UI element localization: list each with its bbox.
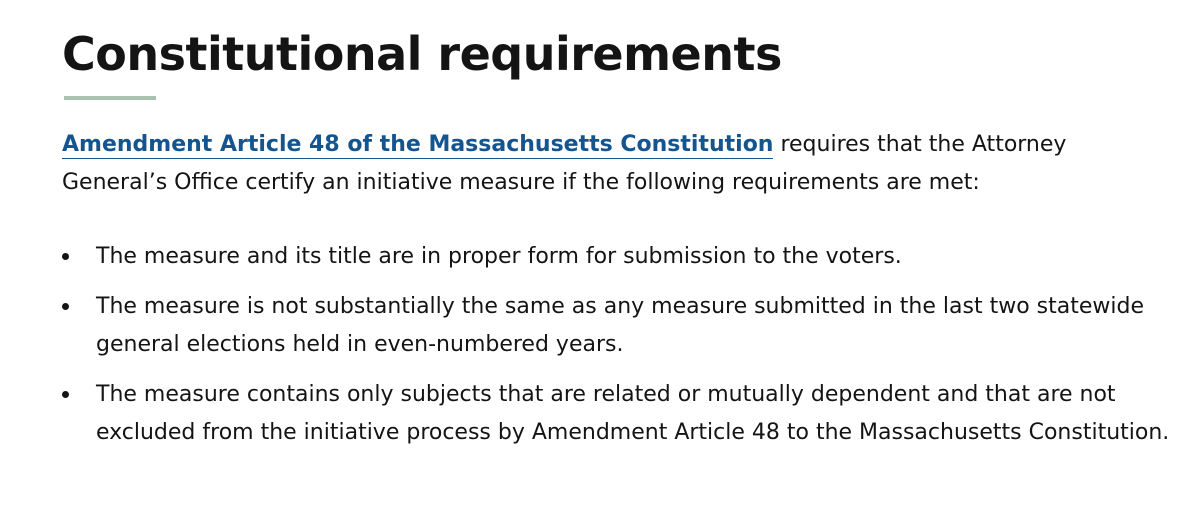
list-item xyxy=(62,288,1172,364)
bullet-icon xyxy=(62,391,69,398)
list-item xyxy=(62,238,1172,276)
requirements-list xyxy=(62,238,1172,464)
list-item-text: The measure and its title are in proper form for submission to the voters. xyxy=(96,244,902,269)
bullet-icon xyxy=(62,253,69,260)
page-title: Constitutional requirements xyxy=(62,27,782,81)
intro-text: requires that the Attorney General’s Office certify an initiative measure if the following requirements are met: xyxy=(62,132,1067,195)
bullet-icon xyxy=(62,303,69,310)
title-underline-rule xyxy=(64,96,156,100)
list-item-text: The measure contains only subjects that are related or mutually dependent and that are not excluded from the initiative process by Amendment Article 48 to the Massachusetts Constitution. xyxy=(96,382,1170,445)
amendment-article-48-link[interactable]: Amendment Article 48 of the Massachusetts Constitution xyxy=(62,132,774,157)
list-item xyxy=(62,376,1172,452)
list-item-text: The measure is not substantially the same as any measure submitted in the last two statewide general elections held in even-numbered years. xyxy=(96,294,1144,357)
intro-paragraph xyxy=(62,126,1162,202)
